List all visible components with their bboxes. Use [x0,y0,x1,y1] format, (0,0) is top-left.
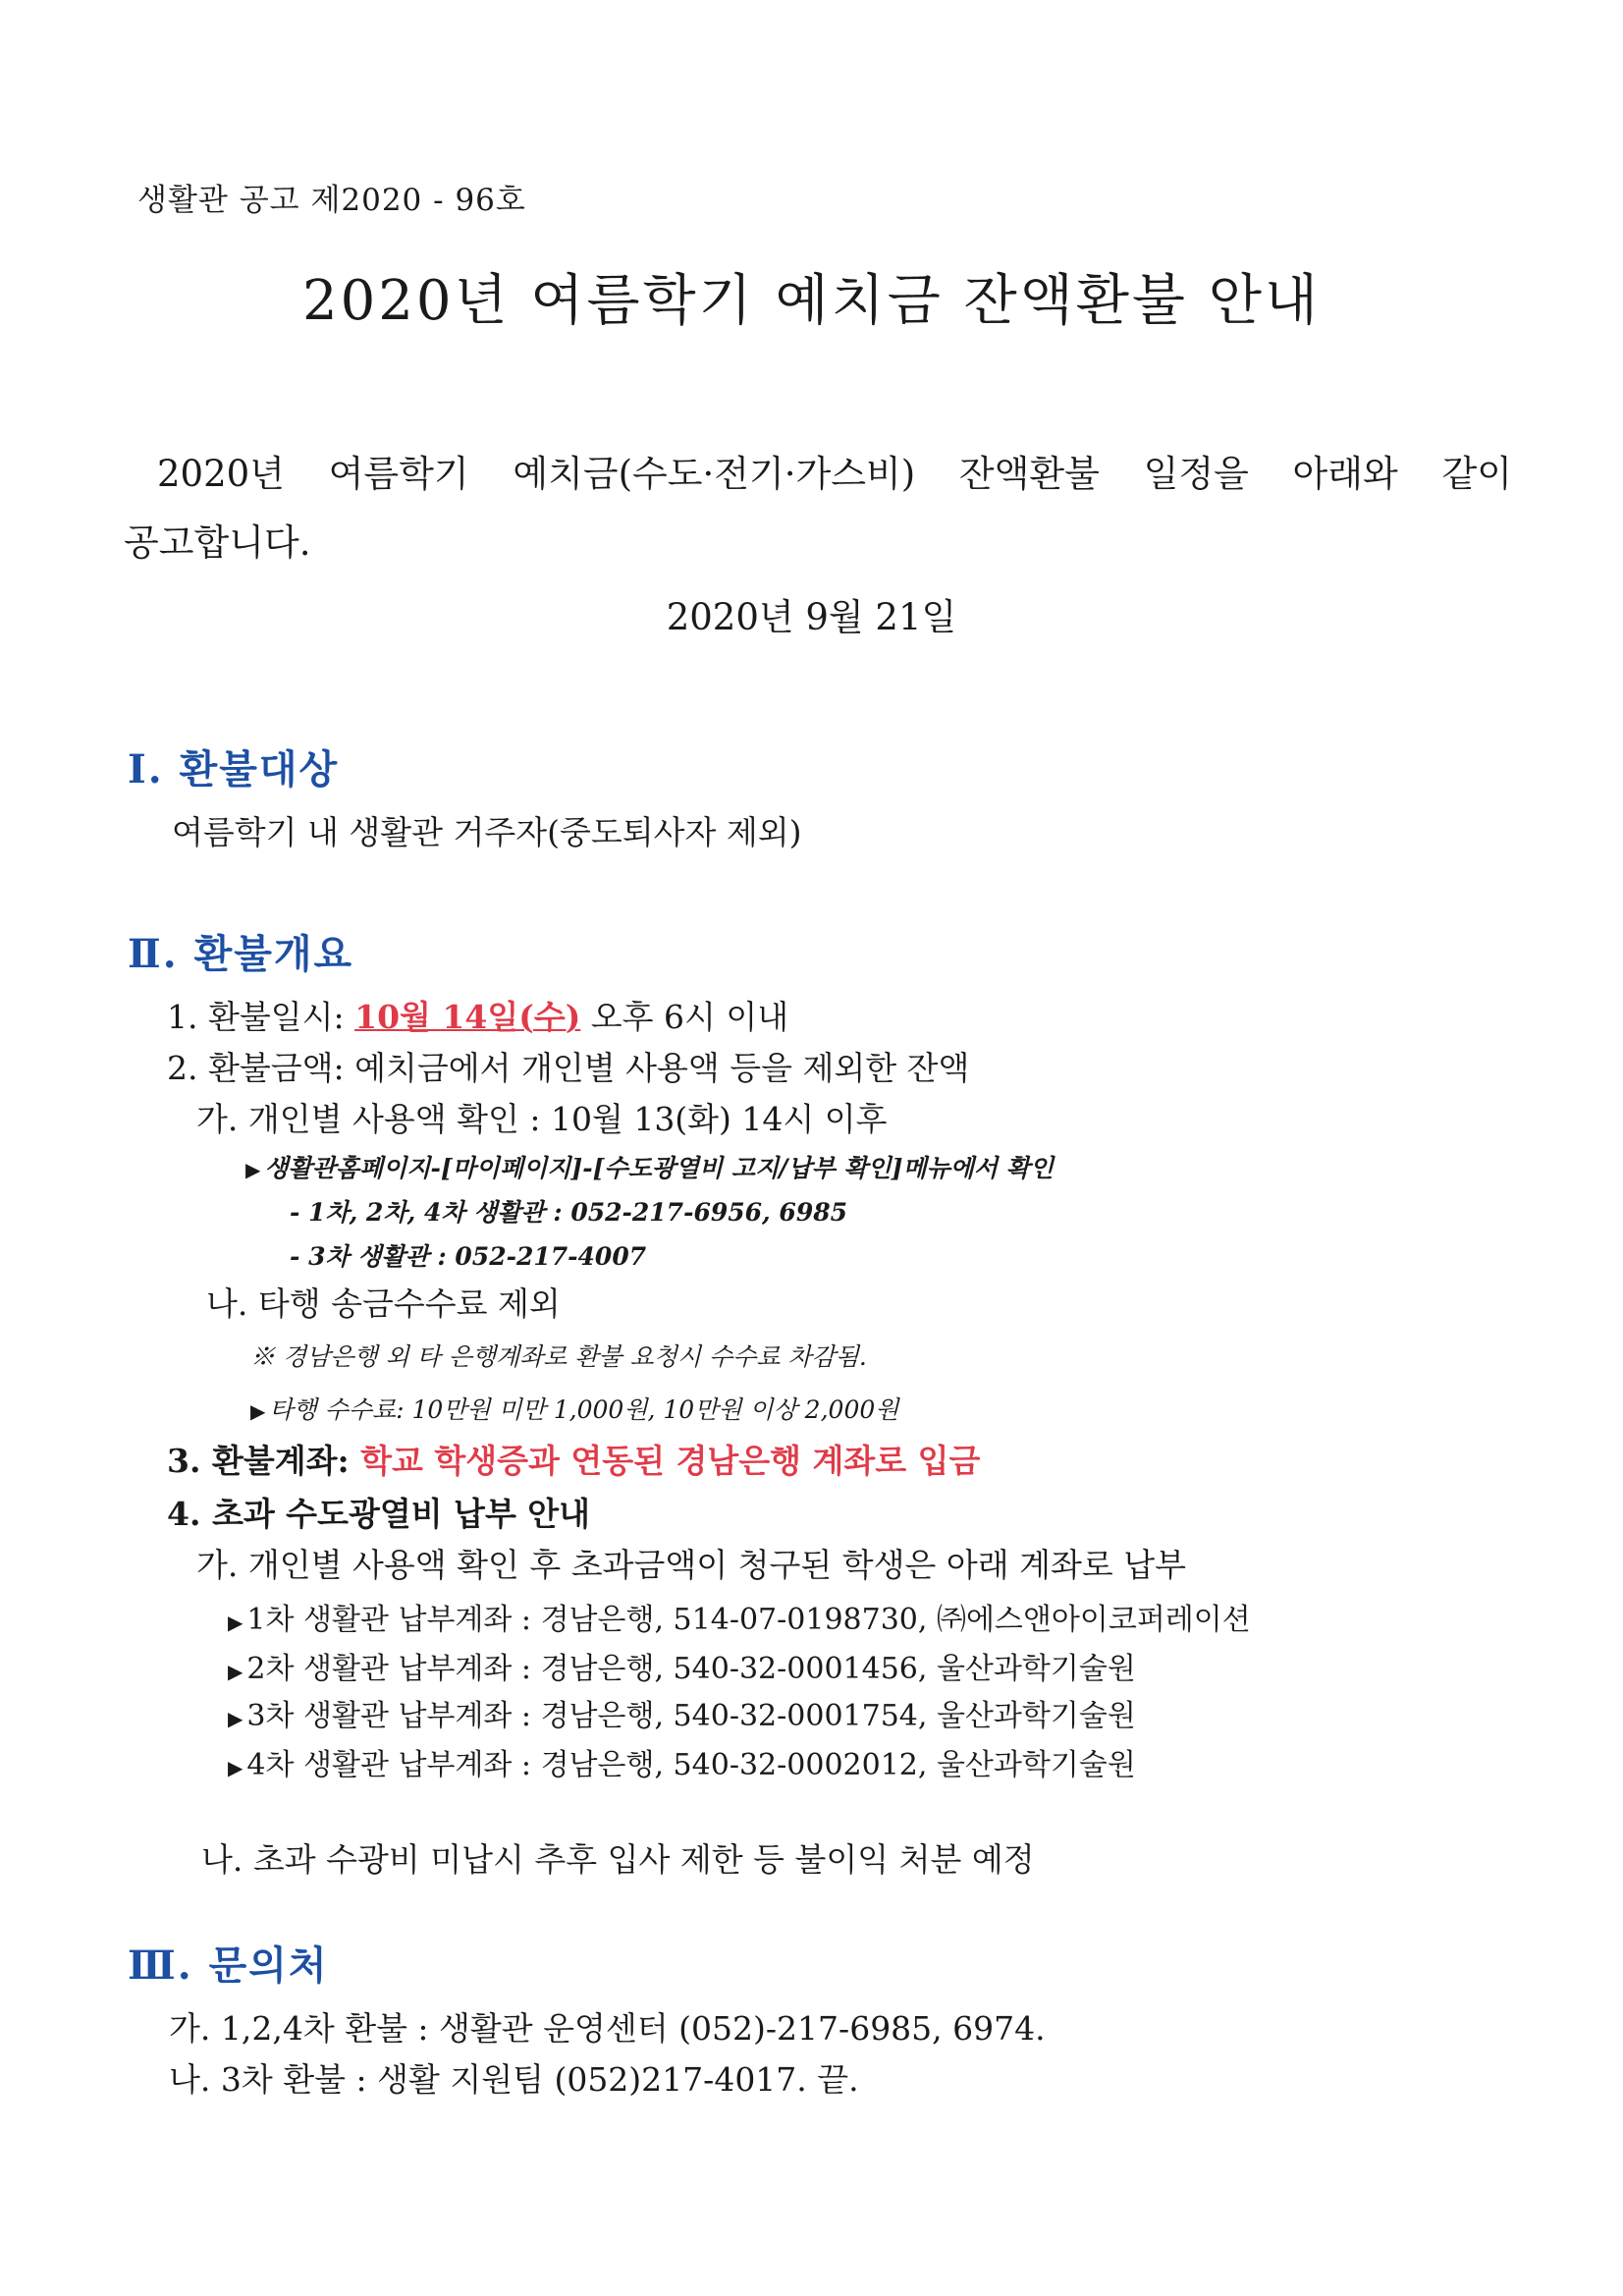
notice-number: 생활관 공고 제2020 - 96호 [137,183,526,218]
account-line-1-text: 1차 생활관 납부계좌 : 경남은행, 514-07-0198730, ㈜에스앤아이코퍼레이션 [246,1603,1251,1637]
refund-date-suffix: 오후 6시 이내 [580,998,789,1036]
transfer-fee-line: 나. 타행 송금수수료 제외 [206,1285,561,1323]
refund-date-line [167,992,788,1038]
triangle-bullet-icon: ▶ [228,1611,243,1634]
refund-account-line [167,1436,980,1482]
contact-line-2: 나. 3차 환불 : 생활 지원팀 (052)217-4017. 끝. [169,2060,859,2099]
triangle-bullet-icon: ▶ [228,1707,243,1730]
account-line-1 [228,1595,1251,1638]
refund-account-label: 3. 환불계좌: [167,1442,361,1480]
account-line-4-text: 4차 생활관 납부계좌 : 경남은행, 540-32-0002012, 울산과학기술원 [246,1748,1136,1782]
account-line-2 [228,1644,1136,1687]
triangle-bullet-icon: ▶ [228,1756,243,1779]
excess-payment-heading: 4. 초과 수도광열비 납부 안내 [167,1495,591,1533]
account-line-3-text: 3차 생활관 납부계좌 : 경남은행, 540-32-0001754, 울산과학기술원 [246,1699,1136,1733]
refund-amount-line: 2. 환불금액: 예치금에서 개인별 사용액 등을 제외한 잔액 [167,1049,970,1087]
section-1-heading: Ⅰ. 환불대상 [128,746,340,793]
account-line-3 [228,1691,1136,1734]
refund-date-value: 10월 14일(수) [354,998,581,1036]
usage-check-menu-text: 생활관홈페이지-[마이페이지]-[수도광열비 고지/납부 확인]메뉴에서 확인 [264,1154,1055,1182]
contact-line-1: 가. 1,2,4차 환불 : 생활관 운영센터 (052)-217-6985, 6974. [169,2009,1046,2048]
transfer-fee-note-2 [250,1391,898,1426]
section-2-heading: Ⅱ. 환불개요 [128,931,354,977]
notice-date: 2020년 9월 21일 [666,596,957,638]
usage-contact-2: - 3차 생활관 : 052-217-4007 [290,1242,647,1271]
triangle-bullet-icon: ▶ [245,1158,261,1181]
transfer-fee-note-1: ※ 경남은행 외 타 은행계좌로 환불 요청시 수수료 차감됨. [250,1342,867,1371]
intro-line-2: 공고합니다. [124,521,311,564]
transfer-fee-note-2-text: 타행 수수료: 10만원 미만 1,000원, 10만원 이상 2,000원 [269,1395,899,1424]
section-3-heading: Ⅲ. 문의처 [128,1942,329,1989]
usage-check-line: 가. 개인별 사용액 확인 : 10월 13(화) 14시 이후 [196,1100,888,1138]
excess-payment-instruction: 가. 개인별 사용액 확인 후 초과금액이 청구된 학생은 아래 계좌로 납부 [196,1546,1186,1584]
section-1-text: 여름학기 내 생활관 거주자(중도퇴사자 제외) [172,813,802,851]
penalty-note: 나. 초과 수광비 미납시 추후 입사 제한 등 불이익 처분 예정 [201,1840,1035,1879]
refund-date-label: 1. 환불일시: [167,998,355,1036]
page-title: 2020년 여름학기 예치금 잔액환불 안내 [301,269,1322,333]
account-line-4 [228,1740,1136,1783]
usage-check-menu [245,1149,1054,1184]
account-line-2-text: 2차 생활관 납부계좌 : 경남은행, 540-32-0001456, 울산과학기술원 [246,1652,1136,1686]
triangle-bullet-icon: ▶ [250,1399,266,1423]
refund-account-value: 학교 학생증과 연동된 경남은행 계좌로 입금 [360,1442,981,1480]
intro-line-1: 2020년 여름학기 예치금(수도·전기·가스비) 잔액환불 일정을 아래와 같이 [157,453,1512,495]
triangle-bullet-icon: ▶ [228,1660,243,1683]
usage-contact-1: - 1차, 2차, 4차 생활관 : 052-217-6956, 6985 [290,1198,848,1227]
